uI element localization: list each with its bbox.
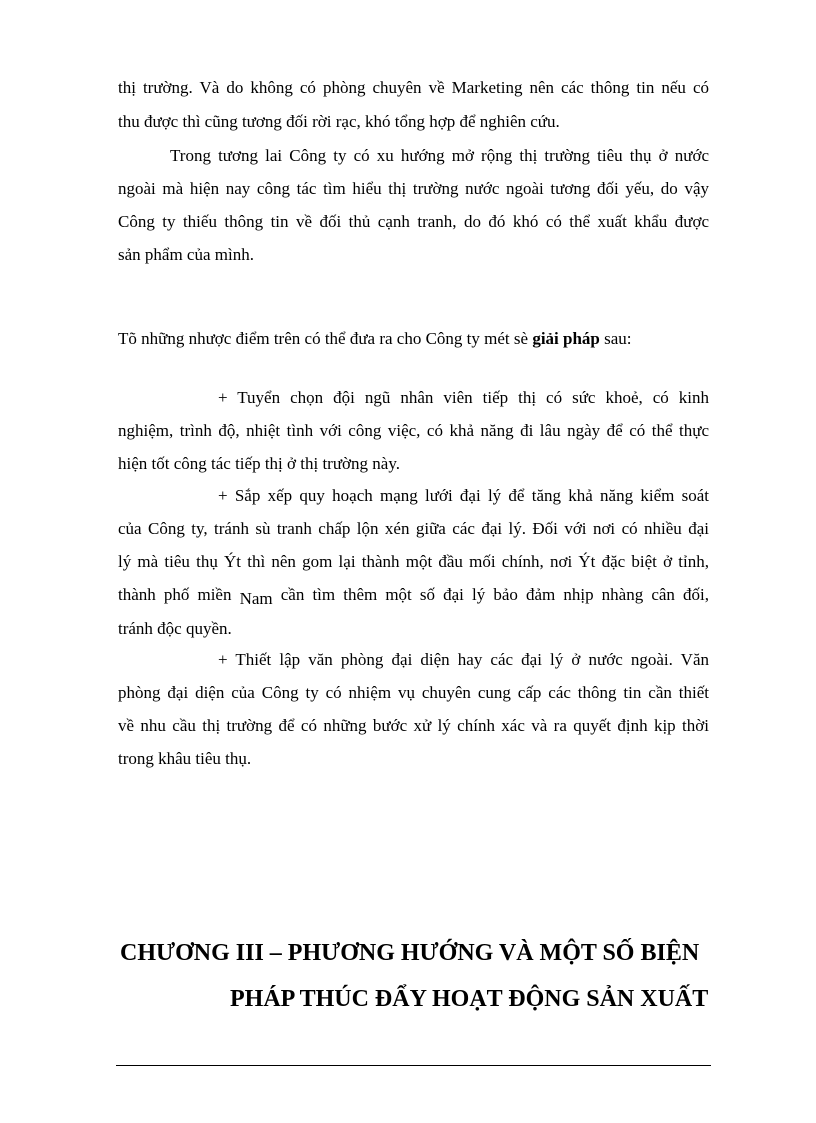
chapter-heading-line2: PHÁP THÚC ĐẨY HOẠT ĐỘNG SẢN XUẤT: [230, 986, 709, 1012]
solution2-line4-end: cần tìm thêm một số đại lý bảo đảm nhịp nhàng cân đối,: [280, 585, 710, 604]
solution2-line4-sub: Nam: [239, 589, 273, 608]
paragraph1-line1: thị trường. Và do không có phòng chuyên về Marketing nên các thông tin nếu có: [118, 78, 709, 97]
solutions-intro-bold: giải pháp: [532, 329, 600, 348]
solution1-line3: hiện tốt công tác tiếp thị ở thị trường này.: [118, 454, 400, 473]
solution2-line2: của Công ty, tránh sù tranh chấp lộn xén giữa các đại lý. Đối với nơi có nhiều đại: [118, 519, 709, 538]
solution1-line2: nghiệm, trình độ, nhiệt tình với công việc, có khả năng đi lâu ngày để có thể thực: [118, 421, 709, 440]
paragraph1-line2: thu được thì cũng tương đối rời rạc, khó tổng hợp để nghiên cứu.: [118, 112, 560, 131]
solution3-line2: phòng đại diện của Công ty có nhiệm vụ chuyên cung cấp các thông tin cần thiết: [118, 683, 709, 702]
solutions-intro-text: Tõ những nhược điểm trên có thể đưa ra cho Công ty mét sè: [118, 329, 529, 348]
solution2-line3: lý mà tiêu thụ Ýt thì nên gom lại thành một đầu mối chính, nơi Ýt đặc biệt ở tỉnh,: [118, 552, 709, 571]
solution2-line5: tránh độc quyền.: [118, 619, 232, 638]
solution2-line4-start: thành phố miền: [118, 585, 232, 604]
solution3-line1: + Thiết lập văn phòng đại diện hay các đại lý ở nước ngoài. Văn: [218, 650, 709, 669]
solution2-line1: + Sắp xếp quy hoạch mạng lưới đại lý để tăng khả năng kiểm soát: [218, 486, 709, 505]
solution3-line4: trong khâu tiêu thụ.: [118, 749, 252, 768]
solution2-line4: [118, 585, 710, 608]
solution1-line1: + Tuyển chọn đội ngũ nhân viên tiếp thị có sức khoẻ, có kinh: [218, 388, 709, 407]
paragraph2-line2: ngoài mà hiện nay công tác tìm hiểu thị trường nước ngoài tương đối yếu, do vậy: [118, 179, 709, 198]
solution3-line3: về nhu cầu thị trường để có những bước xử lý chính xác và ra quyết định kịp thời: [118, 716, 709, 735]
paragraph2-line4: sản phẩm của mình.: [118, 245, 254, 264]
paragraph2-line1: Trong tương lai Công ty có xu hướng mở rộng thị trường tiêu thụ ở nước: [170, 146, 709, 165]
paragraph2-line3: Công ty thiếu thông tin về đối thủ cạnh tranh, do đó khó có thể xuất khẩu được: [118, 212, 709, 231]
footer-rule: [116, 1065, 711, 1066]
solutions-intro-end: sau:: [604, 329, 632, 348]
solutions-intro: [118, 329, 632, 349]
chapter-heading-line1: CHƯƠNG III – PHƯƠNG HƯỚNG VÀ MỘT SỐ BIỆN: [120, 940, 700, 966]
